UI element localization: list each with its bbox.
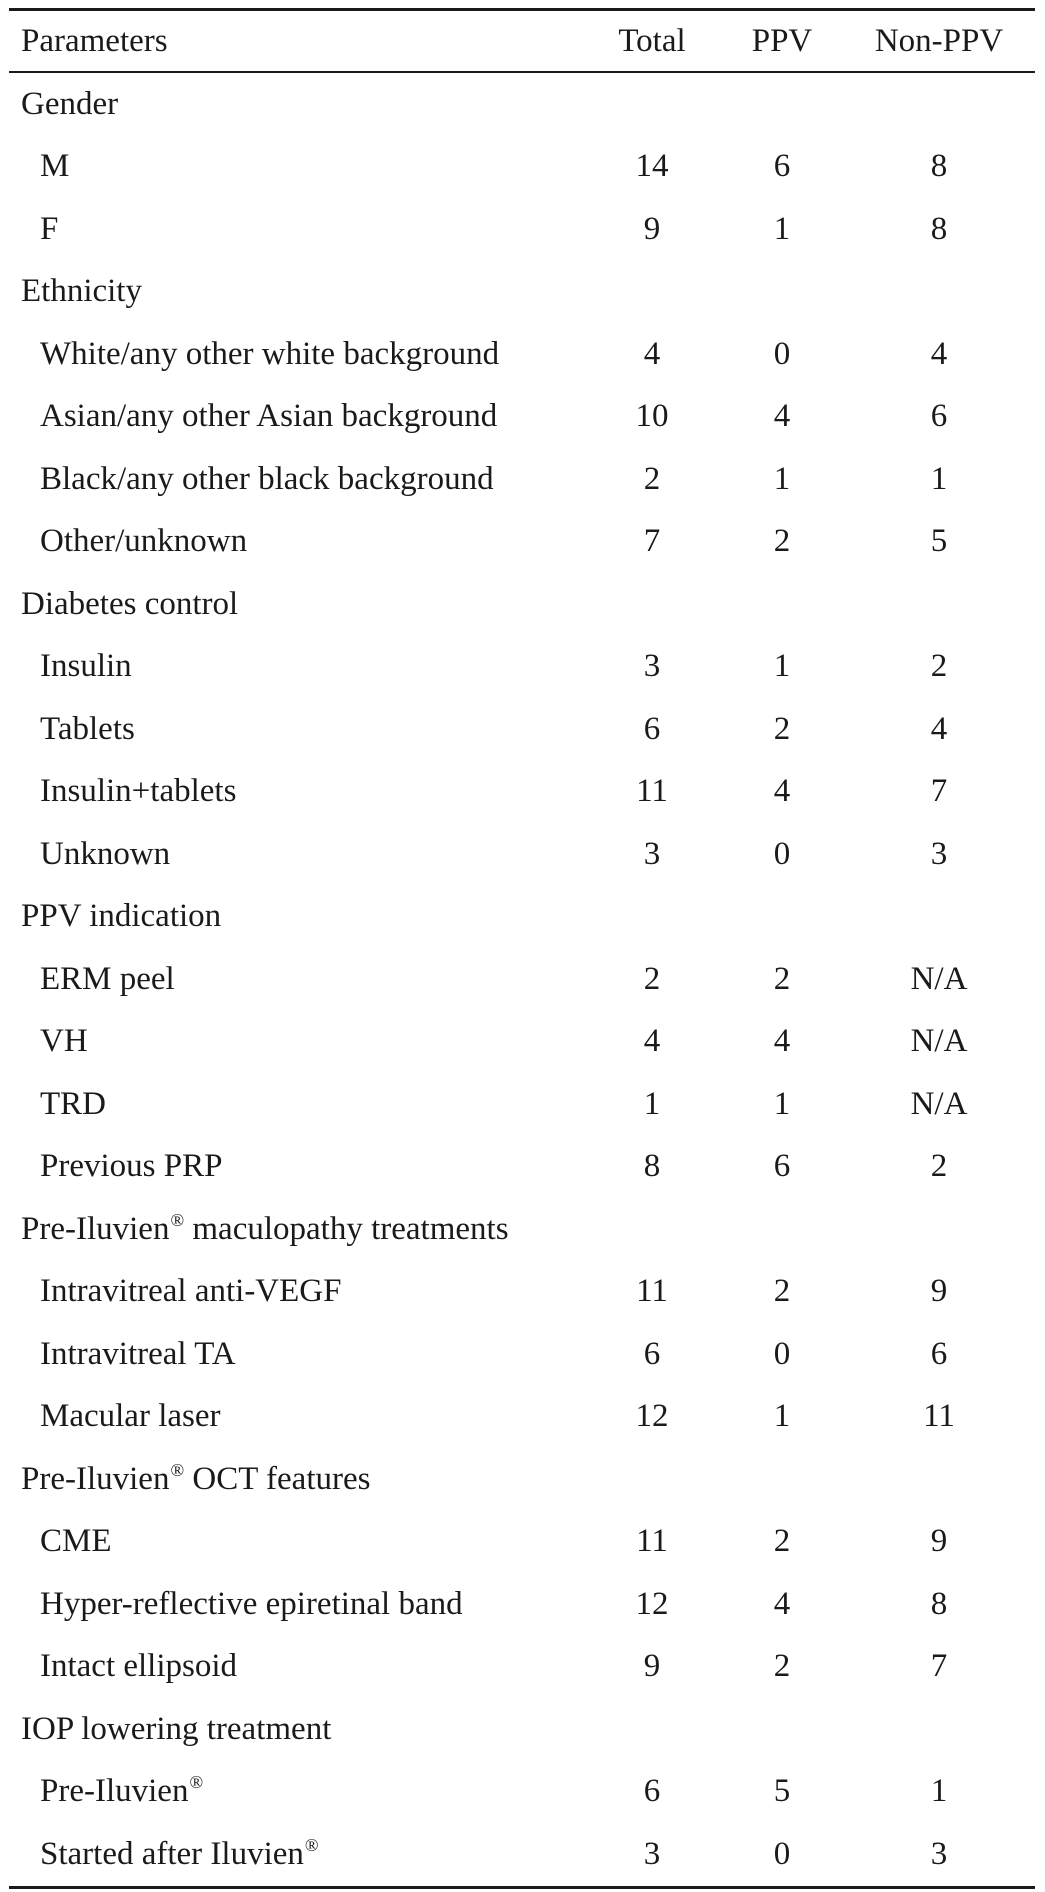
header-total: Total <box>618 22 686 59</box>
cell-non-ppv: 8 <box>930 148 948 185</box>
cell-total: 4 <box>643 1023 661 1060</box>
cell-non-ppv: 7 <box>930 1648 948 1685</box>
table-row <box>9 761 1035 824</box>
patient-characteristics-table <box>9 8 1035 1889</box>
table-section-row <box>9 1698 1035 1761</box>
table-row <box>9 948 1035 1011</box>
cell-total: 9 <box>643 210 661 247</box>
cell-non-ppv: 3 <box>930 835 948 872</box>
row-parameter-label <box>9 460 599 497</box>
cell-non-ppv: 6 <box>930 398 948 435</box>
row-parameter-label <box>9 1275 599 1308</box>
row-parameter-label <box>9 400 599 433</box>
header-ppv: PPV <box>751 22 813 59</box>
parameter-text-suffix: maculopathy treatments <box>184 1210 509 1247</box>
parameter-text: Tablets <box>40 710 135 747</box>
table-row <box>9 1073 1035 1136</box>
table-row <box>9 636 1035 699</box>
parameter-text: Other/unknown <box>40 523 248 560</box>
cell-non-ppv: N/A <box>910 1023 968 1060</box>
cell-non-ppv: 3 <box>930 1835 948 1872</box>
row-parameter-label <box>9 1525 599 1558</box>
parameter-text: F <box>40 210 59 247</box>
parameter-text: Asian/any other Asian background <box>40 398 498 435</box>
parameter-text: Intact ellipsoid <box>40 1648 238 1685</box>
cell-non-ppv: 2 <box>930 1148 948 1185</box>
parameter-text: Pre-Iluvien <box>40 1773 189 1810</box>
row-parameter-label <box>9 585 599 622</box>
row-parameter-label <box>9 85 599 122</box>
parameter-text: CME <box>40 1523 112 1560</box>
registered-mark: ® <box>170 1209 185 1230</box>
table-section-row <box>9 573 1035 636</box>
parameter-text: Insulin <box>40 648 132 685</box>
row-parameter-label <box>9 1834 599 1872</box>
parameter-text: Macular laser <box>40 1398 221 1435</box>
cell-total: 12 <box>635 1585 669 1622</box>
cell-total: 3 <box>643 1835 661 1872</box>
cell-total: 1 <box>643 1085 661 1122</box>
cell-non-ppv: 4 <box>930 335 948 372</box>
table-row <box>9 1136 1035 1199</box>
parameter-text: VH <box>40 1023 88 1060</box>
parameter-text: TRD <box>40 1085 106 1122</box>
cell-total: 9 <box>643 1648 661 1685</box>
row-parameter-label <box>9 275 599 308</box>
table-row <box>9 323 1035 386</box>
cell-non-ppv: 11 <box>923 1398 955 1435</box>
table-header-row <box>9 11 1035 71</box>
cell-ppv: 6 <box>773 1148 791 1185</box>
parameter-text: Ethnicity <box>21 273 142 310</box>
table-row <box>9 823 1035 886</box>
cell-total: 14 <box>635 148 669 185</box>
parameter-text: Black/any other black background <box>40 460 494 497</box>
cell-non-ppv: 8 <box>930 1585 948 1622</box>
row-parameter-label <box>9 210 599 247</box>
cell-ppv: 2 <box>773 1648 791 1685</box>
cell-ppv: 5 <box>773 1773 791 1810</box>
cell-total: 3 <box>643 648 661 685</box>
parameter-text: PPV indication <box>21 898 222 935</box>
parameter-text: ERM peel <box>40 960 175 997</box>
table-row <box>9 1573 1035 1636</box>
cell-non-ppv: 7 <box>930 773 948 810</box>
row-parameter-label <box>9 900 599 933</box>
parameter-text-suffix: OCT features <box>184 1460 371 1497</box>
cell-total: 11 <box>636 1273 668 1310</box>
row-parameter-label <box>9 1710 599 1747</box>
table-row <box>9 1823 1035 1886</box>
cell-total: 2 <box>643 960 661 997</box>
table-row <box>9 1761 1035 1824</box>
table-section-row <box>9 73 1035 136</box>
cell-total: 6 <box>643 1773 661 1810</box>
cell-ppv: 4 <box>773 1023 791 1060</box>
row-parameter-label <box>9 150 599 183</box>
cell-ppv: 4 <box>773 773 791 810</box>
header-parameters: Parameters <box>21 22 168 59</box>
row-parameter-label <box>9 710 599 747</box>
row-parameter-label <box>9 1025 599 1058</box>
table-body <box>9 73 1035 1886</box>
cell-non-ppv: 4 <box>930 710 948 747</box>
row-parameter-label <box>9 1585 599 1622</box>
row-parameter-label <box>9 835 599 872</box>
table-row <box>9 698 1035 761</box>
row-parameter-label <box>9 1085 599 1122</box>
row-parameter-label <box>9 1772 599 1810</box>
parameter-text: Pre-Iluvien <box>21 1460 170 1497</box>
cell-ppv: 0 <box>773 1335 791 1372</box>
cell-non-ppv: 2 <box>930 648 948 685</box>
cell-ppv: 2 <box>773 710 791 747</box>
cell-ppv: 4 <box>773 1585 791 1622</box>
cell-ppv: 1 <box>773 1398 791 1435</box>
parameter-text: Intravitreal anti-VEGF <box>40 1273 342 1310</box>
table-row <box>9 198 1035 261</box>
cell-ppv: 0 <box>773 835 791 872</box>
cell-total: 2 <box>643 460 661 497</box>
parameter-text: Started after Iluvien <box>40 1835 304 1872</box>
cell-total: 10 <box>635 398 669 435</box>
table-row <box>9 1636 1035 1699</box>
row-parameter-label <box>9 1459 599 1497</box>
cell-non-ppv: 1 <box>930 460 948 497</box>
parameter-text: IOP lowering treatment <box>21 1710 332 1747</box>
cell-ppv: 1 <box>773 460 791 497</box>
parameter-text: Diabetes control <box>21 585 239 622</box>
cell-non-ppv: 8 <box>930 210 948 247</box>
table-section-row <box>9 261 1035 324</box>
table-row <box>9 511 1035 574</box>
row-parameter-label <box>9 775 599 808</box>
table-bottom-rule <box>9 1886 1035 1889</box>
cell-total: 6 <box>643 710 661 747</box>
cell-total: 11 <box>636 773 668 810</box>
cell-ppv: 1 <box>773 648 791 685</box>
cell-total: 8 <box>643 1148 661 1185</box>
row-parameter-label <box>9 335 599 372</box>
cell-non-ppv: 9 <box>930 1523 948 1560</box>
parameter-text: Hyper-reflective epiretinal band <box>40 1585 463 1622</box>
cell-ppv: 1 <box>773 1085 791 1122</box>
table-row <box>9 136 1035 199</box>
table-row <box>9 1323 1035 1386</box>
parameter-text: Pre-Iluvien <box>21 1210 170 1247</box>
registered-mark: ® <box>189 1772 204 1793</box>
cell-total: 3 <box>643 835 661 872</box>
parameter-text: White/any other white background <box>40 335 500 372</box>
cell-ppv: 0 <box>773 335 791 372</box>
table-section-row <box>9 886 1035 949</box>
cell-non-ppv: 1 <box>930 1773 948 1810</box>
cell-ppv: 4 <box>773 398 791 435</box>
cell-non-ppv: 5 <box>930 523 948 560</box>
row-parameter-label <box>9 1150 599 1183</box>
row-parameter-label <box>9 1400 599 1433</box>
cell-non-ppv: 6 <box>930 1335 948 1372</box>
cell-non-ppv: N/A <box>910 1085 968 1122</box>
row-parameter-label <box>9 1650 599 1683</box>
cell-ppv: 2 <box>773 1523 791 1560</box>
row-parameter-label <box>9 960 599 997</box>
parameter-text: Previous PRP <box>40 1148 223 1185</box>
row-parameter-label <box>9 1335 599 1372</box>
table-row <box>9 1261 1035 1324</box>
cell-total: 11 <box>636 1523 668 1560</box>
cell-ppv: 1 <box>773 210 791 247</box>
cell-ppv: 0 <box>773 1835 791 1872</box>
row-parameter-label <box>9 650 599 683</box>
cell-non-ppv: N/A <box>910 960 968 997</box>
table-row <box>9 448 1035 511</box>
cell-non-ppv: 9 <box>930 1273 948 1310</box>
cell-ppv: 2 <box>773 960 791 997</box>
cell-ppv: 2 <box>773 523 791 560</box>
registered-mark: ® <box>170 1459 185 1480</box>
parameter-text: M <box>40 148 70 185</box>
cell-total: 12 <box>635 1398 669 1435</box>
table-row <box>9 386 1035 449</box>
registered-mark: ® <box>304 1834 319 1855</box>
cell-total: 7 <box>643 523 661 560</box>
parameter-text: Unknown <box>40 835 171 872</box>
parameter-text: Gender <box>21 85 119 122</box>
cell-total: 6 <box>643 1335 661 1372</box>
row-parameter-label <box>9 525 599 558</box>
parameter-text: Insulin+tablets <box>40 773 237 810</box>
cell-ppv: 2 <box>773 1273 791 1310</box>
header-non-ppv: Non-PPV <box>874 22 1004 59</box>
table-row <box>9 1011 1035 1074</box>
parameter-text: Intravitreal TA <box>40 1335 236 1372</box>
cell-total: 4 <box>643 335 661 372</box>
table-row <box>9 1386 1035 1449</box>
table-section-row <box>9 1198 1035 1261</box>
row-parameter-label <box>9 1209 599 1247</box>
cell-ppv: 6 <box>773 148 791 185</box>
table-section-row <box>9 1448 1035 1511</box>
table-row <box>9 1511 1035 1574</box>
